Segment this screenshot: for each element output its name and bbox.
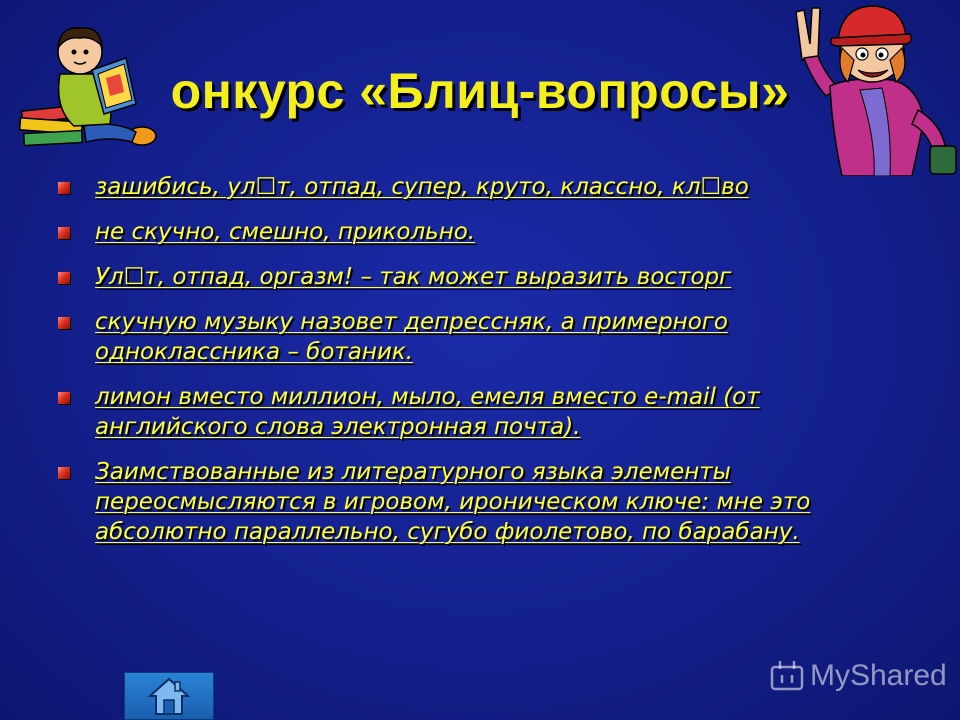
bullet-square-icon [58,317,70,329]
bullet-text[interactable]: скучную музыку назовет депрессняк, а примерного одноклассника – ботаник. [95,309,728,365]
slide-title: онкурс «Блиц-вопросы» [170,63,790,119]
home-button[interactable] [124,672,214,720]
myshared-logo-icon [770,659,804,693]
list-item [58,217,908,247]
home-icon [146,676,192,716]
bullet-text[interactable]: зашибись, ул☐т, отпад, супер, круто, классно, кл☐во [95,174,749,200]
bullet-list [58,172,908,562]
watermark-text: MyShared [810,659,947,692]
bullet-text[interactable]: не скучно, смешно, прикольно. [95,219,476,245]
bullet-square-icon [58,272,70,284]
list-item [58,262,908,292]
bullet-square-icon [58,227,70,239]
bullet-text[interactable]: Ул☐т, отпад, оргазм! – так может выразить восторг [95,264,732,290]
bullet-square-icon [58,392,70,404]
watermark [770,656,950,696]
bullet-text[interactable]: Заимствованные из литературного языка элементы переосмысляются в игровом, ироническом ключе: мне это абсолютно параллельно, сугубо фиолетово, по барабану. [95,459,811,545]
list-item [58,382,908,442]
bullet-text[interactable]: лимон вместо миллион, мыло, емеля вместо e-mail (от английского слова электронная почта). [95,384,760,440]
list-item [58,172,908,202]
bullet-square-icon [58,467,70,479]
bullet-square-icon [58,182,70,194]
list-item [58,457,908,547]
list-item [58,307,908,367]
